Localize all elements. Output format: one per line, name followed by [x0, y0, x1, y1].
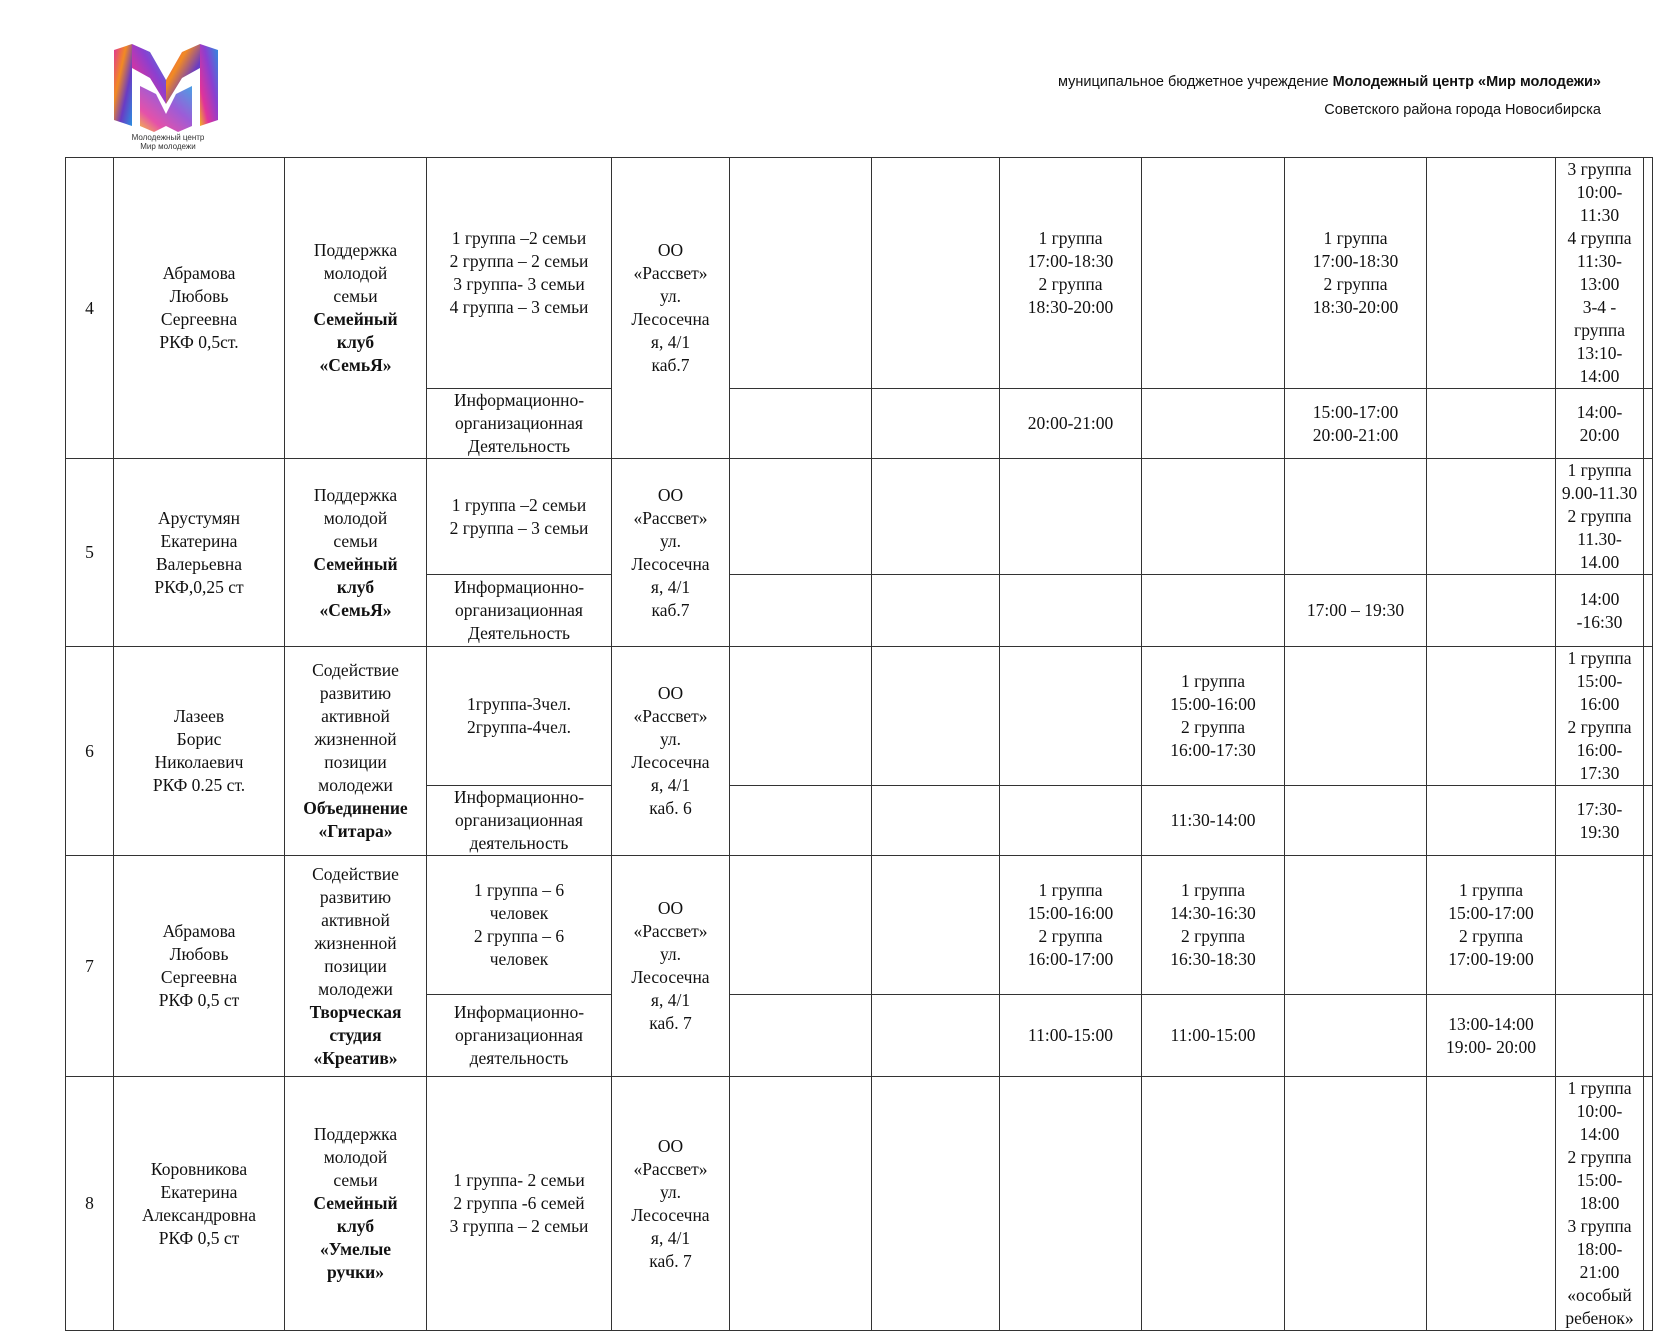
schedule-cell-line: 14:00-20:00: [1576, 401, 1623, 445]
schedule-cell: [1000, 459, 1142, 575]
schedule-cell-line: 1 группа: [1458, 880, 1524, 900]
schedule-cell-line: «особый: [1567, 1285, 1632, 1305]
club-name-line: Семейный: [313, 309, 398, 329]
direction-line: развитию: [319, 683, 392, 703]
direction-line: позиции: [324, 752, 387, 772]
groups-line: 1 группа – 6: [473, 880, 565, 900]
direction-line: активной: [321, 706, 390, 726]
row-number: 4: [66, 158, 114, 459]
activity-type-line: организационная: [455, 1025, 583, 1045]
schedule-cell-line: 17:00-18:30: [1312, 251, 1399, 271]
club-name-line: Творческая: [309, 1001, 402, 1022]
location-line: «Рассвет»: [633, 706, 708, 726]
groups-line: 2 группа – 6: [473, 926, 565, 946]
location-line: Лесосечна: [631, 967, 710, 987]
row-number: 7: [66, 856, 114, 1077]
schedule-cell-line: 11:00-15:00: [1028, 1025, 1113, 1045]
schedule-cell-line: 11:00-15:00: [1170, 1025, 1256, 1045]
club-name-line: «Гитара»: [318, 821, 393, 841]
teacher-name-line: Екатерина: [160, 530, 238, 551]
location-line: ул.: [659, 1181, 682, 1202]
schedule-cell-line: 2 группа: [1180, 717, 1246, 737]
location-line: я, 4/1: [650, 775, 691, 795]
groups: [427, 158, 612, 389]
schedule-cell: [1427, 995, 1556, 1077]
schedule-cell: [872, 647, 1000, 786]
direction-line: семьи: [333, 286, 378, 306]
schedule-cell-line: 17:30-19:30: [1576, 798, 1623, 842]
direction-line: молодой: [323, 1147, 388, 1167]
teacher-name-line: Любовь: [169, 944, 229, 964]
schedule-cell: [1644, 786, 1653, 856]
location-line: ул.: [659, 729, 682, 749]
groups-line: 1 группа- 2 семьи: [453, 1170, 585, 1190]
groups-line: 3 группа – 2 семьи: [449, 1216, 589, 1236]
teacher-name: [114, 459, 285, 647]
schedule-cell: [1000, 856, 1142, 995]
teacher-name-line: Екатерина: [160, 1181, 238, 1202]
groups: [427, 459, 612, 575]
direction-line: семьи: [333, 1170, 378, 1190]
location-line: ул.: [659, 944, 682, 964]
direction-line: жизненной: [314, 729, 397, 749]
row-number: 5: [66, 459, 114, 647]
schedule-cell: [1556, 647, 1644, 786]
schedule-cell: [872, 575, 1000, 647]
location-line: каб. 7: [649, 1250, 692, 1271]
schedule-cell: [1000, 647, 1142, 786]
table-row: [66, 158, 1653, 389]
schedule-cell-line: 20:00-21:00: [1027, 413, 1114, 433]
club-name-line: клуб: [336, 332, 375, 352]
groups-line: 2 группа – 2 семьи: [449, 251, 589, 271]
table-row: [66, 647, 1653, 786]
schedule-cell-line: 1 группа: [1038, 880, 1103, 900]
schedule-cell-line: 14:30-16:30: [1170, 903, 1256, 923]
schedule-cell: [872, 158, 1000, 389]
schedule-cell-line: 15:00-16:00: [1027, 903, 1114, 923]
location-line: я, 4/1: [650, 1227, 691, 1248]
logo-caption-line: Мир молодежи: [140, 142, 196, 151]
schedule-cell: [872, 786, 1000, 856]
teacher-name-line: Арустумян: [157, 507, 241, 528]
location-line: ОО: [657, 683, 684, 703]
location-line: каб.7: [651, 599, 690, 620]
schedule-cell: [1285, 786, 1427, 856]
schedule-table: [65, 157, 1653, 1331]
schedule-cell-line: 15:00-17:00: [1312, 401, 1399, 422]
schedule-cell: [730, 1077, 872, 1331]
schedule-cell-line: 1 группа: [1567, 460, 1632, 480]
location-line: ОО: [657, 240, 684, 260]
schedule-cell-line: 1 группа: [1567, 648, 1632, 668]
location-line: Лесосечна: [631, 1204, 710, 1225]
schedule-cell-line: 2 группа: [1567, 1147, 1632, 1167]
schedule-cell-line: 2 группа: [1458, 926, 1524, 946]
organization-prefix: муниципальное бюджетное учреждение: [1057, 74, 1333, 90]
location-line: ул.: [659, 530, 682, 551]
organization-line-2: Советского района города Новосибирска: [1324, 102, 1601, 118]
club-name-line: ручки»: [326, 1262, 385, 1282]
direction: [285, 459, 427, 647]
location-line: ул.: [659, 286, 682, 306]
schedule-cell-line: 2 группа: [1567, 717, 1632, 737]
schedule-cell: [1285, 647, 1427, 786]
schedule-cell: [730, 459, 872, 575]
teacher-name-line: РКФ 0,5ст.: [159, 332, 239, 352]
schedule-cell-line: 3-4 - группа: [1574, 297, 1625, 340]
direction-line: активной: [321, 909, 390, 930]
schedule-cell: [1427, 647, 1556, 786]
groups-line: 2 группа – 3 семьи: [449, 517, 589, 538]
schedule-cell: [1556, 786, 1644, 856]
schedule-cell: [872, 389, 1000, 459]
schedule-cell-line: 2 группа: [1567, 506, 1632, 526]
schedule-cell: [1556, 995, 1644, 1077]
direction-line: развитию: [319, 886, 392, 907]
schedule-cell: [1000, 1077, 1142, 1331]
schedule-cell: [1142, 575, 1285, 647]
location: [612, 856, 730, 1077]
direction: [285, 1077, 427, 1331]
location-line: ОО: [657, 898, 684, 918]
schedule-cell-line: 16:00-17:00: [1027, 949, 1114, 969]
schedule-cell-line: 3 группа: [1567, 159, 1632, 179]
club-name-line: «СемьЯ»: [319, 599, 392, 620]
location-line: каб. 6: [649, 798, 692, 818]
club-name-line: Семейный: [313, 1193, 398, 1213]
activity-type: [427, 389, 612, 459]
activity-type-line: организационная: [455, 600, 583, 620]
schedule-cell-line: 1 группа: [1180, 671, 1246, 691]
schedule-cell: [1427, 786, 1556, 856]
club-name-line: студия: [329, 1024, 382, 1045]
schedule-cell-line: 14:00 -16:30: [1576, 588, 1623, 632]
schedule-cell: [1556, 389, 1644, 459]
schedule-cell-line: 9.00-11.30: [1561, 483, 1638, 503]
direction-line: Поддержка: [313, 240, 398, 260]
activity-type-line: деятельность: [469, 833, 569, 853]
schedule-cell: [730, 158, 872, 389]
schedule-cell: [1556, 1077, 1644, 1331]
club-name-line: Объединение: [303, 798, 408, 818]
groups-line: 3 группа- 3 семьи: [453, 274, 585, 294]
schedule-cell: [1644, 575, 1653, 647]
location-line: каб.7: [651, 355, 690, 375]
direction-line: Содействие: [312, 863, 399, 884]
teacher-name-line: Борис: [176, 729, 222, 749]
schedule-cell-line: 15:00-17:00: [1448, 903, 1534, 923]
schedule-cell-line: 15:00-18:00: [1576, 1170, 1623, 1213]
schedule-cell-line: 2 группа: [1180, 926, 1246, 946]
direction-line: семьи: [333, 530, 378, 551]
schedule-cell: [730, 389, 872, 459]
schedule-cell-line: 17:00-19:00: [1448, 949, 1534, 969]
direction-line: Поддержка: [313, 484, 398, 505]
schedule-cell: [1644, 995, 1653, 1077]
location-line: я, 4/1: [650, 990, 691, 1010]
schedule-cell: [1285, 459, 1427, 575]
activity-type-line: Деятельность: [467, 436, 571, 456]
schedule-cell: [1142, 459, 1285, 575]
schedule-cell-line: 10:00- 14:00: [1576, 1101, 1623, 1144]
schedule-cell: [1427, 1077, 1556, 1331]
teacher-name-line: РКФ 0.25 ст.: [152, 775, 246, 795]
teacher-name-line: РКФ 0,5 ст: [158, 990, 240, 1010]
schedule-cell-line: 2 группа: [1323, 274, 1388, 294]
schedule-cell: [730, 575, 872, 647]
schedule-cell-line: 20:00-21:00: [1312, 424, 1399, 445]
location-line: я, 4/1: [650, 332, 691, 352]
schedule-cell: [1000, 158, 1142, 389]
activity-type: [427, 575, 612, 647]
club-name-line: клуб: [336, 576, 375, 597]
schedule-cell-line: 15:00-16:00: [1170, 694, 1256, 714]
schedule-cell-line: 16:30-18:30: [1170, 949, 1256, 969]
location-line: «Рассвет»: [633, 1158, 708, 1179]
schedule-cell: [730, 995, 872, 1077]
teacher-name-line: РКФ,0,25 ст: [154, 576, 244, 597]
location: [612, 459, 730, 647]
teacher-name: [114, 856, 285, 1077]
schedule-cell: [1142, 995, 1285, 1077]
schedule-cell: [1427, 459, 1556, 575]
organization-logo: [110, 42, 222, 146]
schedule-cell-line: 13:10-14:00: [1576, 343, 1623, 386]
schedule-cell: [1644, 1077, 1653, 1331]
teacher-name-line: Абрамова: [162, 921, 236, 941]
schedule-cell: [1556, 575, 1644, 647]
schedule-cell: [1644, 647, 1653, 786]
table-row: [66, 1077, 1653, 1331]
schedule-cell: [1000, 389, 1142, 459]
schedule-cell-line: ребенок»: [1565, 1308, 1634, 1328]
direction-line: молодежи: [318, 775, 393, 795]
row-number: 6: [66, 647, 114, 856]
activity-type-line: Деятельность: [467, 623, 571, 643]
schedule-cell: [1427, 575, 1556, 647]
schedule-cell: [1644, 459, 1653, 575]
schedule-cell-line: 16:00-17:30: [1576, 740, 1623, 783]
schedule-cell-line: 1 группа: [1567, 1078, 1632, 1098]
direction: [285, 647, 427, 856]
schedule-cell-line: 10:00-11:30: [1576, 182, 1623, 225]
schedule-cell-line: 15:00-16:00: [1576, 671, 1623, 714]
schedule-cell: [1142, 1077, 1285, 1331]
club-name-line: клуб: [336, 1216, 375, 1236]
location: [612, 1077, 730, 1331]
teacher-name-line: Валерьевна: [156, 553, 242, 574]
schedule-cell: [1427, 158, 1556, 389]
table-row: [66, 856, 1653, 995]
schedule-cell-line: 17:00-18:30: [1027, 251, 1114, 271]
schedule-cell: [1000, 786, 1142, 856]
organization-name: Молодежный центр «Мир молодежи»: [1332, 74, 1601, 90]
schedule-cell: [1556, 459, 1644, 575]
organization-header: [1058, 68, 1601, 124]
schedule-cell: [730, 786, 872, 856]
schedule-cell-line: 18:30-20:00: [1312, 297, 1399, 317]
schedule-cell: [872, 1077, 1000, 1331]
schedule-cell-line: 16:00-17:30: [1170, 740, 1256, 760]
activity-type-line: деятельность: [469, 1048, 569, 1068]
schedule-cell-line: 11:30-14:00: [1170, 810, 1256, 830]
schedule-cell: [1644, 856, 1653, 995]
activity-type: [427, 995, 612, 1077]
schedule-cell: [1142, 647, 1285, 786]
activity-type-line: Информационно-: [453, 787, 585, 807]
teacher-name: [114, 1077, 285, 1331]
groups-line: 1 группа –2 семьи: [451, 228, 587, 248]
schedule-cell: [1142, 389, 1285, 459]
schedule-cell: [1556, 158, 1644, 389]
organization-line-1: [1058, 68, 1601, 96]
schedule-cell-line: 19:00- 20:00: [1446, 1036, 1536, 1057]
groups-line: человек: [489, 903, 549, 923]
activity-type-line: организационная: [455, 413, 583, 433]
teacher-name-line: Любовь: [169, 286, 229, 306]
location-line: каб. 7: [649, 1013, 692, 1033]
club-name-line: «Креатив»: [313, 1047, 398, 1068]
groups-line: 2 группа -6 семей: [453, 1193, 585, 1213]
schedule-cell: [1644, 389, 1653, 459]
location-line: Лесосечна: [631, 309, 710, 329]
teacher-name-line: Александровна: [141, 1204, 257, 1225]
schedule-cell-line: 11.30-14.00: [1577, 529, 1622, 572]
groups: [427, 856, 612, 995]
club-name-line: «СемьЯ»: [319, 355, 392, 375]
groups: [427, 647, 612, 786]
groups-line: 2группа-4чел.: [467, 717, 571, 737]
teacher-name-line: Коровникова: [150, 1158, 248, 1179]
schedule-cell: [1285, 158, 1427, 389]
location-line: я, 4/1: [650, 576, 691, 597]
location-line: Лесосечна: [631, 752, 710, 772]
direction-line: Поддержка: [313, 1124, 398, 1144]
teacher-name: [114, 647, 285, 856]
logo-caption-line: Молодежный центр: [131, 133, 205, 142]
location-line: ОО: [657, 1135, 684, 1156]
schedule-cell: [1142, 158, 1285, 389]
schedule-cell: [1427, 856, 1556, 995]
schedule-cell: [872, 995, 1000, 1077]
schedule-cell-line: 3 группа: [1567, 1216, 1632, 1236]
schedule-cell: [1427, 389, 1556, 459]
activity-type-line: Информационно-: [453, 1002, 585, 1022]
schedule-cell: [1285, 1077, 1427, 1331]
schedule-cell-line: 1 группа: [1323, 228, 1388, 248]
location-line: «Рассвет»: [633, 263, 708, 283]
groups-line: 1 группа –2 семьи: [451, 494, 587, 515]
activity-type: [427, 786, 612, 856]
groups-line: человек: [489, 949, 549, 969]
schedule-cell-line: 1 группа: [1180, 880, 1246, 900]
teacher-name: [114, 158, 285, 459]
location-line: ОО: [657, 484, 684, 505]
schedule-cell: [1142, 856, 1285, 995]
direction-line: молодой: [323, 507, 388, 528]
teacher-name-line: Лазеев: [173, 706, 225, 726]
schedule-cell: [872, 856, 1000, 995]
direction: [285, 856, 427, 1077]
location: [612, 647, 730, 856]
schedule-cell-line: 2 группа: [1038, 926, 1103, 946]
location-line: Лесосечна: [631, 553, 710, 574]
club-name-line: Семейный: [313, 553, 398, 574]
schedule-cell-line: 17:00 – 19:30: [1306, 600, 1405, 620]
location: [612, 158, 730, 459]
schedule-cell-line: 4 группа: [1567, 228, 1632, 248]
direction-line: позиции: [324, 955, 387, 976]
direction-line: молодой: [323, 263, 388, 283]
teacher-name-line: Николаевич: [154, 752, 244, 772]
schedule-cell: [1142, 786, 1285, 856]
logo-left-bar: [114, 44, 132, 126]
schedule-cell: [730, 647, 872, 786]
teacher-name-line: Сергеевна: [160, 967, 238, 987]
groups-line: 1группа-3чел.: [467, 694, 571, 714]
schedule-cell: [1285, 995, 1427, 1077]
schedule-cell: [730, 856, 872, 995]
direction-line: жизненной: [314, 932, 397, 953]
direction-line: молодежи: [318, 978, 393, 999]
location-line: «Рассвет»: [633, 507, 708, 528]
schedule-cell-line: 2 группа: [1038, 274, 1103, 294]
schedule-table-body: [66, 158, 1653, 1331]
row-number: 8: [66, 1077, 114, 1331]
table-row: [66, 459, 1653, 575]
schedule-cell: [1285, 575, 1427, 647]
activity-type-line: организационная: [455, 810, 583, 830]
schedule-cell: [1285, 389, 1427, 459]
activity-type-line: Информационно-: [453, 577, 585, 597]
schedule-cell: [872, 459, 1000, 575]
schedule-cell: [1000, 575, 1142, 647]
schedule-cell-line: 18:00-21:00: [1576, 1239, 1623, 1282]
schedule-cell-line: 13:00-14:00: [1448, 1013, 1534, 1034]
schedule-cell-line: 11:30-13:00: [1576, 251, 1623, 294]
schedule-cell: [1000, 995, 1142, 1077]
schedule-cell: [1556, 856, 1644, 995]
schedule-cell-line: 1 группа: [1038, 228, 1103, 248]
logo-right-bar: [200, 44, 218, 126]
location-line: «Рассвет»: [633, 921, 708, 941]
groups: [427, 1077, 612, 1331]
teacher-name-line: РКФ 0,5 ст: [158, 1227, 240, 1248]
groups-line: 4 группа – 3 семьи: [449, 297, 589, 317]
direction-line: Содействие: [312, 660, 399, 680]
club-name-line: «Умелые: [319, 1239, 392, 1259]
direction: [285, 158, 427, 459]
logo-caption: [128, 133, 208, 151]
activity-type-line: Информационно-: [453, 390, 585, 410]
schedule-cell-line: 18:30-20:00: [1027, 297, 1114, 317]
schedule-cell: [1285, 856, 1427, 995]
teacher-name-line: Сергеевна: [160, 309, 238, 329]
teacher-name-line: Абрамова: [162, 263, 236, 283]
schedule-cell: [1644, 158, 1653, 389]
